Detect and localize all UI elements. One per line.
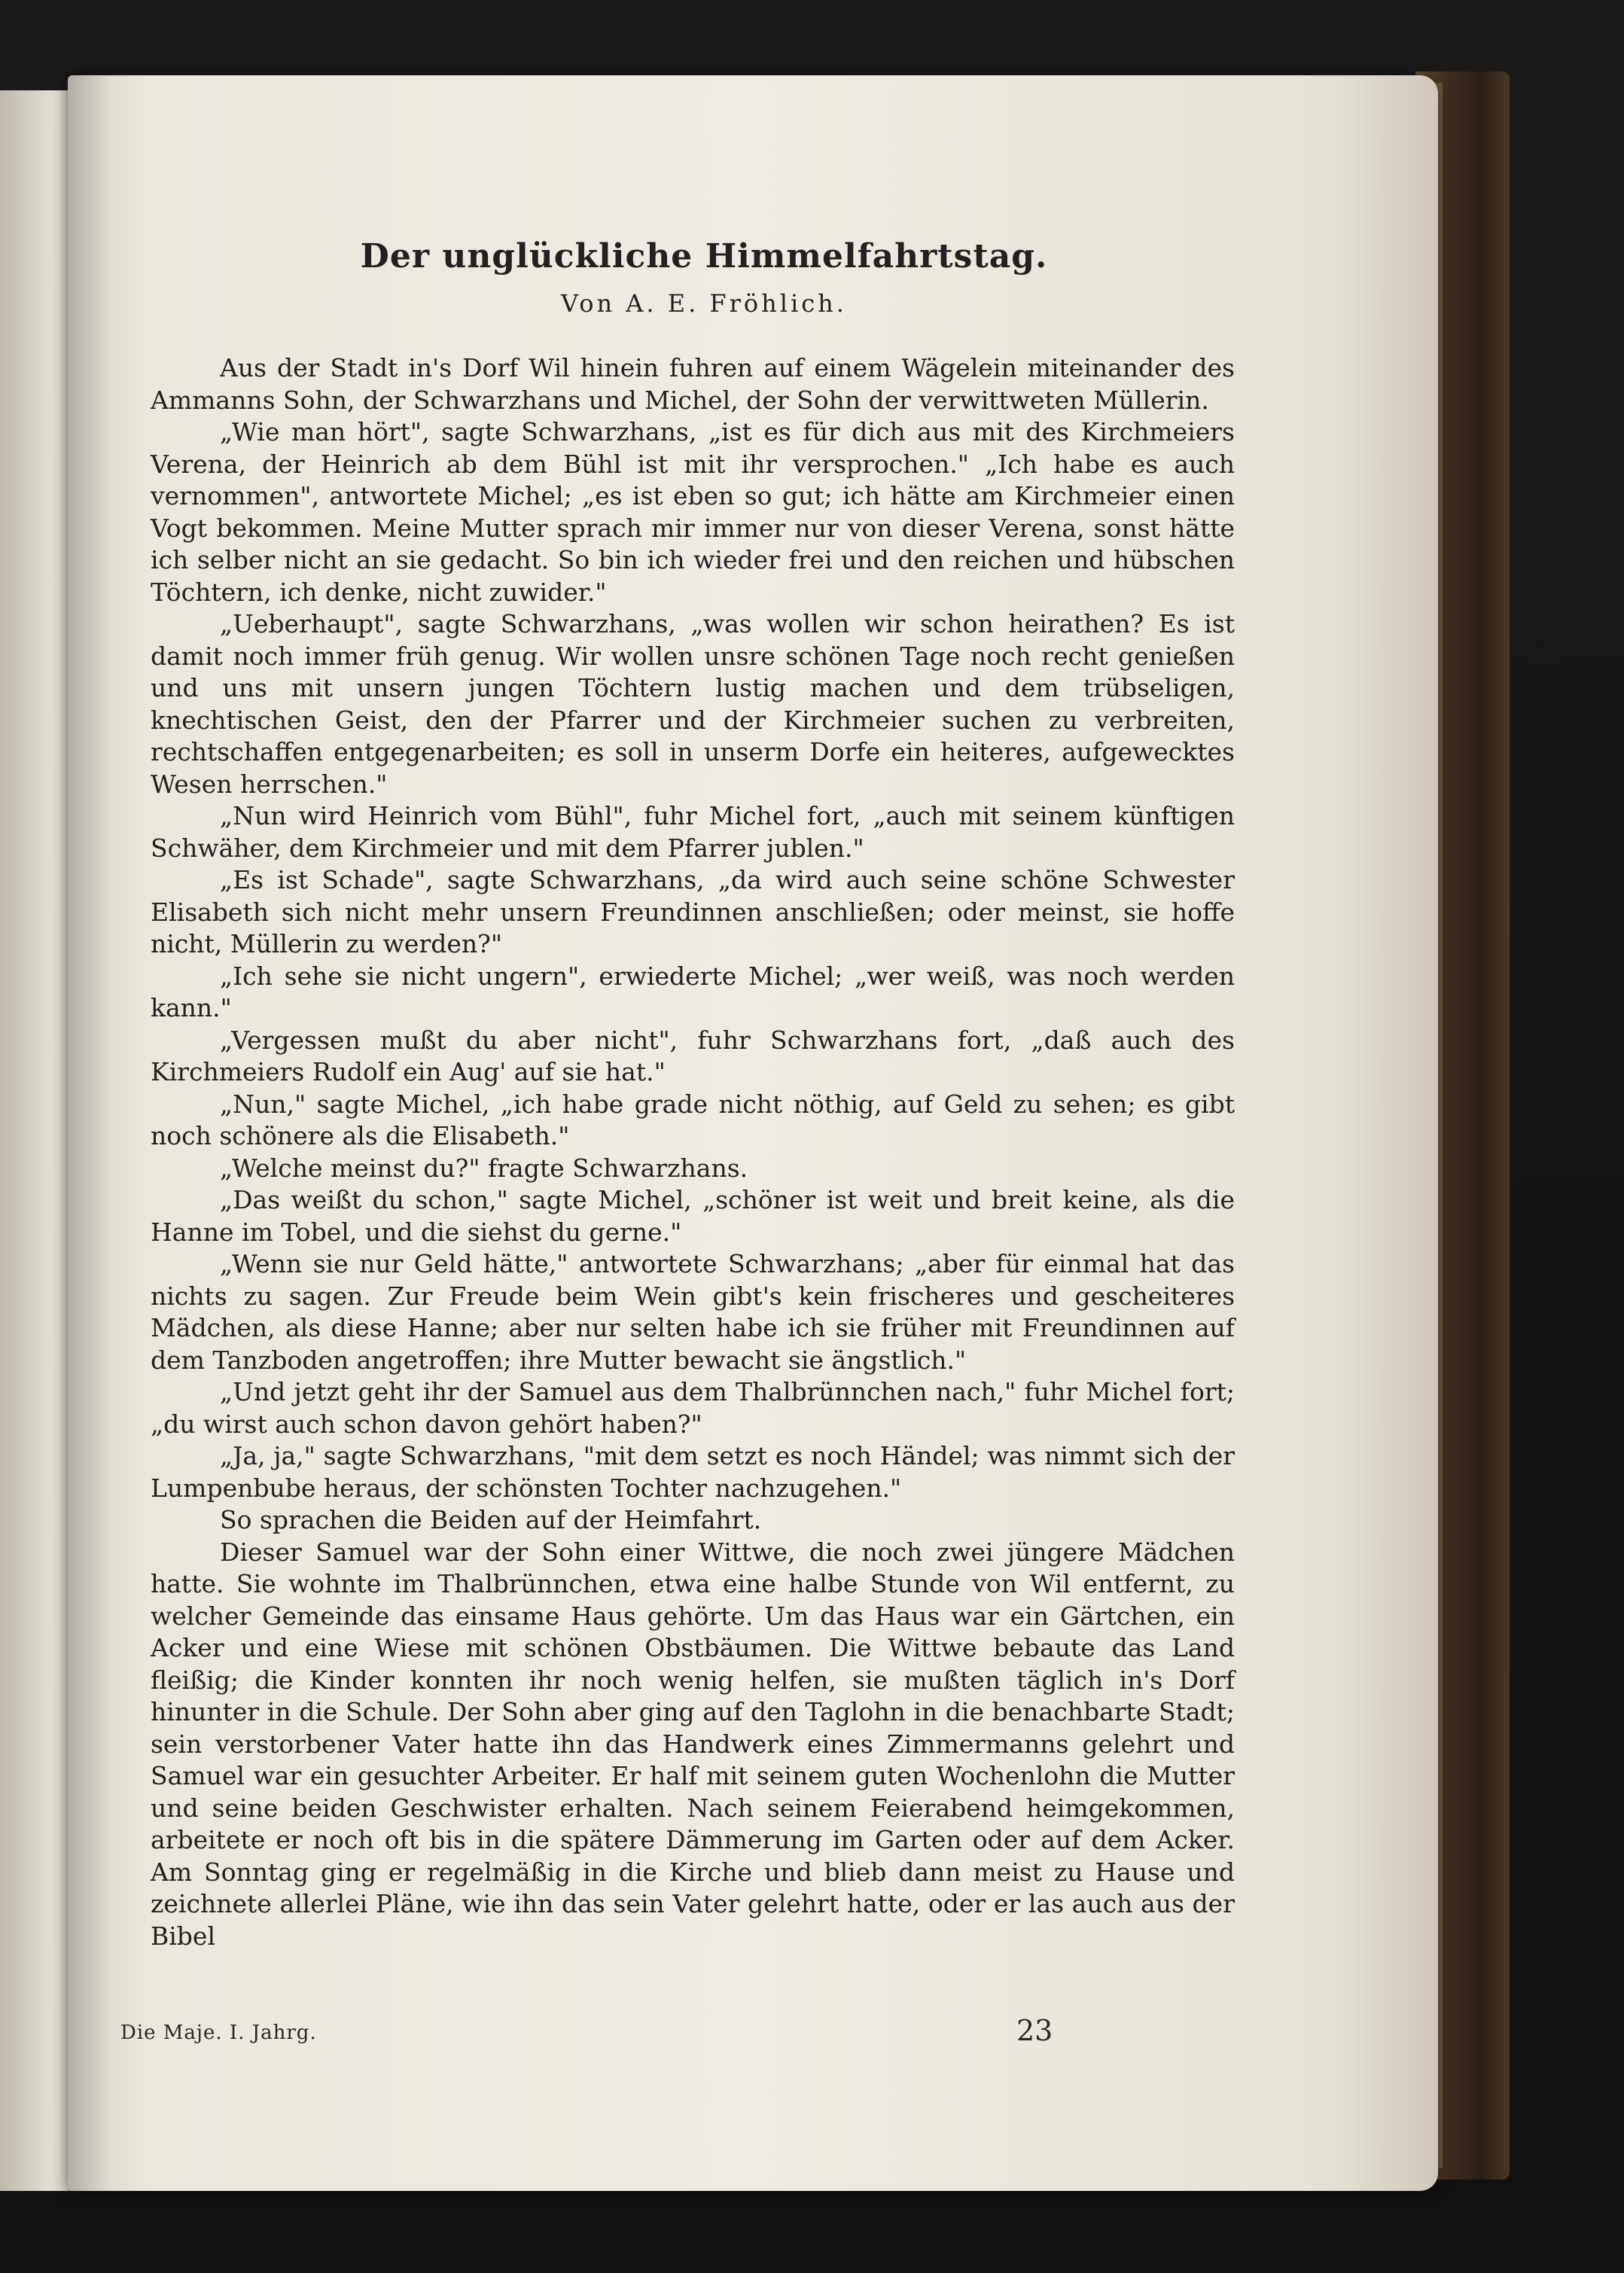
paragraph: „Das weißt du schon," sagte Michel, „schöner ist weit und breit keine, als die Hanne im Tobel, und die siehst du gerne." xyxy=(151,1185,1235,1247)
paragraph: Aus der Stadt in's Dorf Wil hinein fuhren auf einem Wägelein miteinander des Ammanns Sohn, der Schwarzhans und Michel, der Sohn der verwittweten Müllerin. xyxy=(151,353,1235,415)
story-title: Der unglückliche Himmelfahrtstag. xyxy=(360,237,1048,276)
paragraph: „Ich sehe sie nicht ungern", erwiederte Michel; „wer weiß, was noch werden kann." xyxy=(151,961,1235,1022)
page-number: 23 xyxy=(1016,2014,1053,2047)
paragraph: „Nun wird Heinrich vom Bühl", fuhr Michel fort, „auch mit seinem künftigen Schwäher, dem Kirchmeier und mit dem Pfarrer jublen." xyxy=(151,801,1235,863)
paragraph: „Es ist Schade", sagte Schwarzhans, „da wird auch seine schöne Schwester Elisabeth sich nicht mehr unsern Freundinnen anschließen; oder meinst, sie hoffe nicht, Müllerin zu werden?" xyxy=(151,865,1235,958)
paragraph: Dieser Samuel war der Sohn einer Wittwe, die noch zwei jüngere Mädchen hatte. Sie wohnte im Thalbrünnchen, etwa eine halbe Stunde von Wil entfernt, zu welcher Gemeinde das einsame Haus gehörte. Um das Haus war ein Gärtchen, ein Acker und eine Wiese mit schönen Obstbäumen. Die Wittwe bebaute das Land fleißig; die Kinder konnten ihr noch wenig helfen, sie mußten täglich in's Dorf hinunter in die Schule. Der Sohn aber ging auf den Taglohn in die benachbarte Stadt; sein verstorbener Vater hatte ihn das Handwerk eines Zimmermanns gelehrt und Samuel war ein gesuchter Arbeiter. Er half mit seinem guten Wochenlohn die Mutter und seine beiden Geschwister erhalten. Nach seinem Feierabend heimgekommen, arbeitete er noch oft bis in die spätere Dämmerung im Garten oder auf dem Acker. Am Sonntag ging er regelmäßig in die Kirche und blieb dann meist zu Hause und zeichnete allerlei Pläne, wie ihn das sein Vater gelehrt hatte, oder er las auch aus der Bibel xyxy=(151,1537,1235,1951)
book-page xyxy=(68,75,1438,2191)
page-content xyxy=(151,237,1235,1952)
paragraph: „Ueberhaupt", sagte Schwarzhans, „was wollen wir schon heirathen? Es ist damit noch immer früh genug. Wir wollen unsre schönen Tage noch recht genießen und uns mit unsern jungen Töchtern lustig machen und dem trübseligen, knechtischen Geist, den der Pfarrer und der Kirchmeier suchen zu verbreiten, rechtschaffen entgegenarbeiten; es soll in unserm Dorfe ein heiteres, aufgewecktes Wesen herrschen." xyxy=(151,609,1235,799)
story-author: Von A. E. Fröhlich. xyxy=(561,289,847,318)
publication-signature: Die Maje. I. Jahrg. xyxy=(120,2022,317,2044)
paragraph: „Wenn sie nur Geld hätte," antwortete Schwarzhans; „aber für einmal hat das nichts zu sagen. Zur Freude beim Wein gibt's kein frischeres und gescheiteres Mädchen, als diese Hanne; aber nur selten habe ich sie früher mit Freundinnen auf dem Tanzboden angetroffen; ihre Mutter bewacht sie ängstlich." xyxy=(151,1249,1235,1375)
page-gutter-shadow xyxy=(68,75,113,2191)
paragraph: „Vergessen mußt du aber nicht", fuhr Schwarzhans fort, „daß auch des Kirchmeiers Rudolf ein Aug' auf sie hat." xyxy=(151,1025,1235,1086)
paragraph: „Und jetzt geht ihr der Samuel aus dem Thalbrünnchen nach," fuhr Michel fort; „du wirst auch schon davon gehört haben?" xyxy=(151,1377,1235,1439)
paragraph: So sprachen die Beiden auf der Heimfahrt. xyxy=(220,1505,762,1534)
paragraph: „Ja, ja," sagte Schwarzhans, "mit dem setzt es noch Händel; was nimmt sich der Lumpenbube heraus, der schönsten Tochter nachzugehen." xyxy=(151,1441,1235,1503)
paragraph: „Wie man hört", sagte Schwarzhans, „ist es für dich aus mit des Kirchmeiers Verena, der Heinrich ab dem Bühl ist mit ihr versprochen." „Ich habe es auch vernommen", antwortete Michel; „es ist eben so gut; ich hätte am Kirchmeier einen Vogt bekommen. Meine Mutter sprach mir immer nur von dieser Verena, sonst hätte ich selber nicht an sie gedacht. So bin ich wieder frei und den reichen und hübschen Töchtern, ich denke, nicht zuwider." xyxy=(151,417,1235,607)
paragraph: „Welche meinst du?" fragte Schwarzhans. xyxy=(220,1153,748,1183)
paragraph: „Nun," sagte Michel, „ich habe grade nicht nöthig, auf Geld zu sehen; es gibt noch schönere als die Elisabeth." xyxy=(151,1089,1235,1150)
